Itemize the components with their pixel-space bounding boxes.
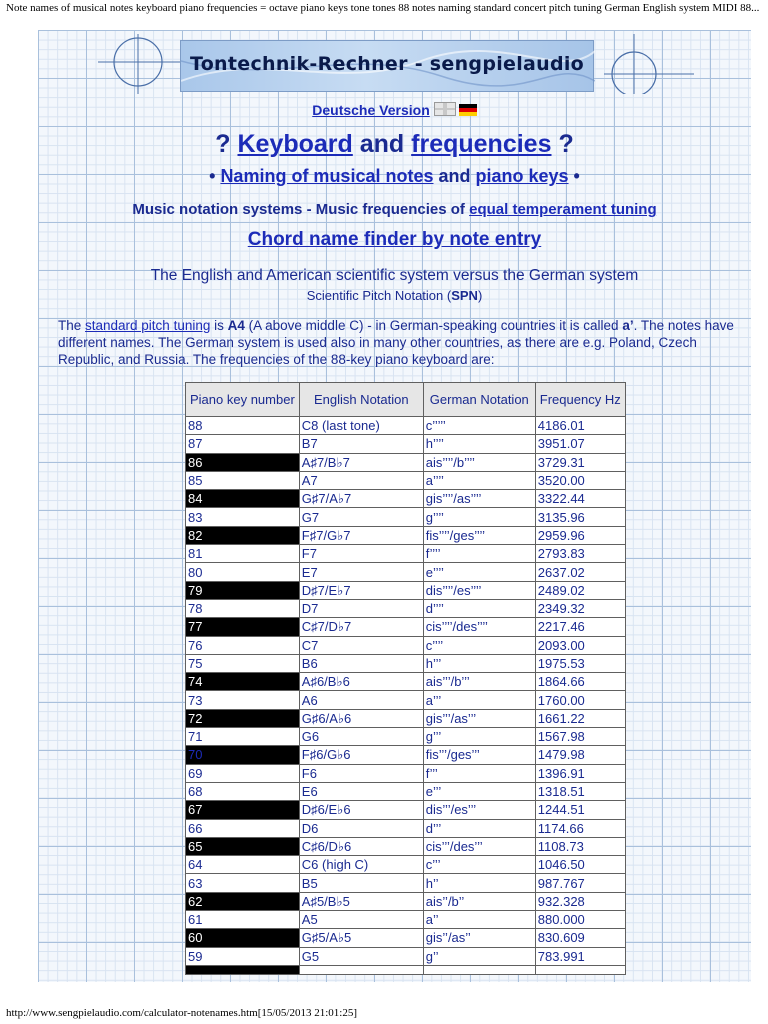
english-notation-cell: C7	[299, 636, 423, 654]
table-row	[186, 874, 626, 892]
key-number-cell: 85	[186, 471, 300, 489]
german-notation-cell: a’’’’	[423, 471, 535, 489]
german-notation-cell: gis’’’’/as’’’’	[423, 490, 535, 508]
table-row	[186, 654, 626, 672]
subtitle-prefix: •	[209, 166, 221, 186]
key-number-cell: 76	[186, 636, 300, 654]
german-notation-cell: gis’’/as’’	[423, 929, 535, 947]
german-notation-cell: c’’’’’	[423, 417, 535, 435]
english-notation-cell: B7	[299, 435, 423, 453]
frequency-cell: 3322.44	[535, 490, 625, 508]
key-number-cell: 60	[186, 929, 300, 947]
english-notation-cell: G♯5/A♭5	[299, 929, 423, 947]
frequency-cell: 2217.46	[535, 618, 625, 636]
intro-paragraph	[58, 317, 738, 368]
english-notation-cell: A5	[299, 911, 423, 929]
title-prefix: ?	[215, 130, 238, 158]
frequency-cell: 1975.53	[535, 654, 625, 672]
english-notation-cell: B5	[299, 874, 423, 892]
table-row	[186, 417, 626, 435]
standard-pitch-link[interactable]: standard pitch tuning	[85, 318, 211, 333]
key-number-cell: 81	[186, 545, 300, 563]
german-notation-cell: ais’’’/b’’’	[423, 673, 535, 691]
english-notation-cell: C♯7/D♭7	[299, 618, 423, 636]
frequency-cell: 1174.66	[535, 819, 625, 837]
frequency-table	[185, 382, 626, 975]
english-notation-cell: E7	[299, 563, 423, 581]
key-number-cell: 67	[186, 801, 300, 819]
frequency-cell: 1864.66	[535, 673, 625, 691]
german-notation-cell: gis’’’/as’’’	[423, 709, 535, 727]
key-number-cell: 88	[186, 417, 300, 435]
frequencies-link[interactable]: frequencies	[411, 130, 552, 158]
english-notation-cell: C8 (last tone)	[299, 417, 423, 435]
frequency-cell: 2489.02	[535, 581, 625, 599]
german-notation-cell: g’’	[423, 947, 535, 965]
table-row	[186, 837, 626, 855]
header-key-number: Piano key number	[186, 383, 300, 417]
english-notation-cell: A♯7/B♭7	[299, 453, 423, 471]
german-notation-cell: h’’’	[423, 654, 535, 672]
table-row	[186, 691, 626, 709]
table-row	[186, 801, 626, 819]
table-row	[186, 581, 626, 599]
frequency-cell: 2959.96	[535, 526, 625, 544]
english-notation-cell: F6	[299, 764, 423, 782]
english-notation-cell: G7	[299, 508, 423, 526]
piano-keys-link[interactable]: piano keys	[475, 166, 569, 186]
german-notation-cell: cis’’’/des’’’	[423, 837, 535, 855]
chord-finder-link[interactable]: Chord name finder by note entry	[247, 229, 542, 250]
language-switcher	[38, 102, 751, 118]
german-notation-cell: g’’’’	[423, 508, 535, 526]
key-number-cell: 71	[186, 728, 300, 746]
table-row	[186, 490, 626, 508]
key-number-cell: 66	[186, 819, 300, 837]
german-notation-cell: dis’’’/es’’’	[423, 801, 535, 819]
print-footer: http://www.sengpielaudio.com/calculator-notenames.htm[15/05/2013 21:01:25]	[6, 1007, 357, 1019]
frequency-cell: 3520.00	[535, 471, 625, 489]
frequency-cell: 1760.00	[535, 691, 625, 709]
german-notation-cell: ais’’’’/b’’’’	[423, 453, 535, 471]
spn-abbrev: SPN	[451, 288, 478, 303]
table-row	[186, 673, 626, 691]
german-notation-cell: d’’’’	[423, 599, 535, 617]
german-notation-cell: h’’	[423, 874, 535, 892]
frequency-cell: 1479.98	[535, 746, 625, 764]
header-frequency: Frequency Hz	[535, 383, 625, 417]
key-number-cell: 80	[186, 563, 300, 581]
table-row	[186, 453, 626, 471]
key-number-cell: 73	[186, 691, 300, 709]
frequency-cell: 783.991	[535, 947, 625, 965]
key-number-cell: 59	[186, 947, 300, 965]
frequency-cell: 2793.83	[535, 545, 625, 563]
english-notation-cell: D7	[299, 599, 423, 617]
german-notation-cell: c’’’’	[423, 636, 535, 654]
chord-finder-heading	[38, 229, 751, 251]
english-notation-cell: G5	[299, 947, 423, 965]
frequency-cell: 830.609	[535, 929, 625, 947]
key-number-cell: 74	[186, 673, 300, 691]
german-notation-cell: f’’’’	[423, 545, 535, 563]
table-row	[186, 947, 626, 965]
english-notation-cell: A6	[299, 691, 423, 709]
partial-cell	[186, 965, 300, 974]
german-notation-cell: d’’’	[423, 819, 535, 837]
german-flag-icon[interactable]	[459, 104, 477, 116]
german-notation-cell: cis’’’’/des’’’’	[423, 618, 535, 636]
equal-temperament-link[interactable]: equal temperament tuning	[469, 201, 657, 218]
frequency-cell: 3951.07	[535, 435, 625, 453]
table-row	[186, 636, 626, 654]
german-version-link[interactable]: Deutsche Version	[312, 102, 430, 118]
intro-a-prime: a’	[622, 318, 634, 333]
german-notation-cell: f’’’	[423, 764, 535, 782]
table-row	[186, 911, 626, 929]
subtitle-mid: and	[433, 166, 476, 186]
key-number-cell: 77	[186, 618, 300, 636]
header-english: English Notation	[299, 383, 423, 417]
frequency-cell: 1108.73	[535, 837, 625, 855]
notation-systems-heading	[38, 201, 751, 218]
frequency-cell: 1661.22	[535, 709, 625, 727]
english-notation-cell: B6	[299, 654, 423, 672]
frequency-cell: 4186.01	[535, 417, 625, 435]
table-body	[186, 417, 626, 975]
key-number-cell: 64	[186, 856, 300, 874]
english-notation-cell: D♯6/E♭6	[299, 801, 423, 819]
naming-notes-link[interactable]: Naming of musical notes	[220, 166, 434, 186]
frequency-cell: 1396.91	[535, 764, 625, 782]
english-notation-cell: A♯6/B♭6	[299, 673, 423, 691]
german-notation-cell: fis’’’/ges’’’	[423, 746, 535, 764]
english-notation-cell: C♯6/D♭6	[299, 837, 423, 855]
table-row	[186, 819, 626, 837]
site-banner	[180, 40, 594, 92]
english-notation-cell: F♯7/G♭7	[299, 526, 423, 544]
decorative-compass-icon	[98, 34, 188, 94]
key-number-cell: 70	[186, 746, 300, 764]
frequency-cell: 880.000	[535, 911, 625, 929]
english-notation-cell: D♯7/E♭7	[299, 581, 423, 599]
english-notation-cell: F7	[299, 545, 423, 563]
frequency-cell: 1046.50	[535, 856, 625, 874]
german-notation-cell: a’’	[423, 911, 535, 929]
intro-text-1: The	[58, 318, 86, 333]
frequency-cell: 3135.96	[535, 508, 625, 526]
frequency-cell: 1318.51	[535, 782, 625, 800]
table-row	[186, 892, 626, 910]
german-notation-cell: a’’’	[423, 691, 535, 709]
english-notation-cell: C6 (high C)	[299, 856, 423, 874]
table-row	[186, 746, 626, 764]
english-notation-cell: A♯5/B♭5	[299, 892, 423, 910]
subtitle	[38, 166, 751, 187]
german-notation-cell: fis’’’’/ges’’’’	[423, 526, 535, 544]
german-notation-cell: dis’’’’/es’’’’	[423, 581, 535, 599]
german-notation-cell: h’’’’	[423, 435, 535, 453]
table-row	[186, 929, 626, 947]
frequency-cell: 1567.98	[535, 728, 625, 746]
english-notation-cell: F♯6/G♭6	[299, 746, 423, 764]
table-row	[186, 618, 626, 636]
german-notation-cell: e’’’’	[423, 563, 535, 581]
key-number-cell: 87	[186, 435, 300, 453]
partial-cell	[299, 965, 423, 974]
table-row	[186, 471, 626, 489]
english-notation-cell: G♯7/A♭7	[299, 490, 423, 508]
page-title	[38, 130, 751, 159]
intro-text-3: (A above middle C) - in German-speaking countries it is called	[244, 318, 623, 333]
table-row	[186, 508, 626, 526]
frequency-cell: 3729.31	[535, 453, 625, 471]
english-notation-cell: G♯6/A♭6	[299, 709, 423, 727]
intro-text-2: is	[210, 318, 228, 333]
spn-suffix: )	[477, 288, 483, 303]
uk-flag-icon[interactable]	[434, 102, 456, 116]
table-row	[186, 563, 626, 581]
intro-a4: A4	[227, 318, 245, 333]
key-number-cell: 69	[186, 764, 300, 782]
table-header-row	[186, 383, 626, 417]
print-header: Note names of musical notes keyboard piano frequencies = octave piano keys tone tones 88 notes naming standard concert pitch tuning German English system MIDI 88...	[6, 2, 760, 14]
decorative-compass-icon-right	[604, 34, 694, 94]
table-row	[186, 599, 626, 617]
table-row	[186, 782, 626, 800]
header-german: German Notation	[423, 383, 535, 417]
table-row	[186, 764, 626, 782]
table-row	[186, 709, 626, 727]
key-number-cell: 61	[186, 911, 300, 929]
key-number-cell: 86	[186, 453, 300, 471]
key-number-cell: 79	[186, 581, 300, 599]
partial-cell	[423, 965, 535, 974]
spn-prefix: Scientific Pitch Notation (	[306, 288, 452, 303]
key-number-cell: 72	[186, 709, 300, 727]
subtitle-suffix: •	[568, 166, 580, 186]
key-number-cell: 83	[186, 508, 300, 526]
frequency-cell: 932.328	[535, 892, 625, 910]
key-number-cell: 75	[186, 654, 300, 672]
key-number-cell: 68	[186, 782, 300, 800]
partial-cell	[535, 965, 625, 974]
keyboard-link[interactable]: Keyboard	[237, 130, 353, 158]
table-row	[186, 545, 626, 563]
table-row	[186, 435, 626, 453]
banner-title: Tontechnik-Rechner - sengpielaudio	[189, 53, 585, 75]
english-notation-cell: A7	[299, 471, 423, 489]
german-notation-cell: g’’’	[423, 728, 535, 746]
versus-heading: The English and American scientific system versus the German system	[150, 267, 639, 284]
frequency-cell: 2349.32	[535, 599, 625, 617]
page-content	[38, 30, 751, 982]
table-row	[186, 856, 626, 874]
english-notation-cell: D6	[299, 819, 423, 837]
german-notation-cell: e’’’	[423, 782, 535, 800]
intro-text-4: . The notes have different names. The German system is used also in many other countries, as there are e.g. Poland, Czech Republic, and Russia. The frequencies of the 88-key piano keyboard are:	[58, 318, 734, 367]
title-mid: and	[352, 130, 412, 158]
key-number-cell: 63	[186, 874, 300, 892]
english-notation-cell: G6	[299, 728, 423, 746]
frequency-cell: 1244.51	[535, 801, 625, 819]
english-notation-cell: E6	[299, 782, 423, 800]
key-number-cell: 65	[186, 837, 300, 855]
key-number-cell: 62	[186, 892, 300, 910]
spn-heading	[38, 288, 751, 303]
title-suffix: ?	[551, 130, 574, 158]
german-notation-cell: ais’’/b’’	[423, 892, 535, 910]
systems-text: Music notation systems - Music frequencies of	[132, 201, 470, 218]
frequency-cell: 2093.00	[535, 636, 625, 654]
frequency-cell: 2637.02	[535, 563, 625, 581]
key-number-cell: 82	[186, 526, 300, 544]
frequency-cell: 987.767	[535, 874, 625, 892]
german-notation-cell: c’’’	[423, 856, 535, 874]
key-number-cell: 84	[186, 490, 300, 508]
table-row-partial	[186, 965, 626, 974]
table-row	[186, 526, 626, 544]
table-row	[186, 728, 626, 746]
key-number-cell: 78	[186, 599, 300, 617]
